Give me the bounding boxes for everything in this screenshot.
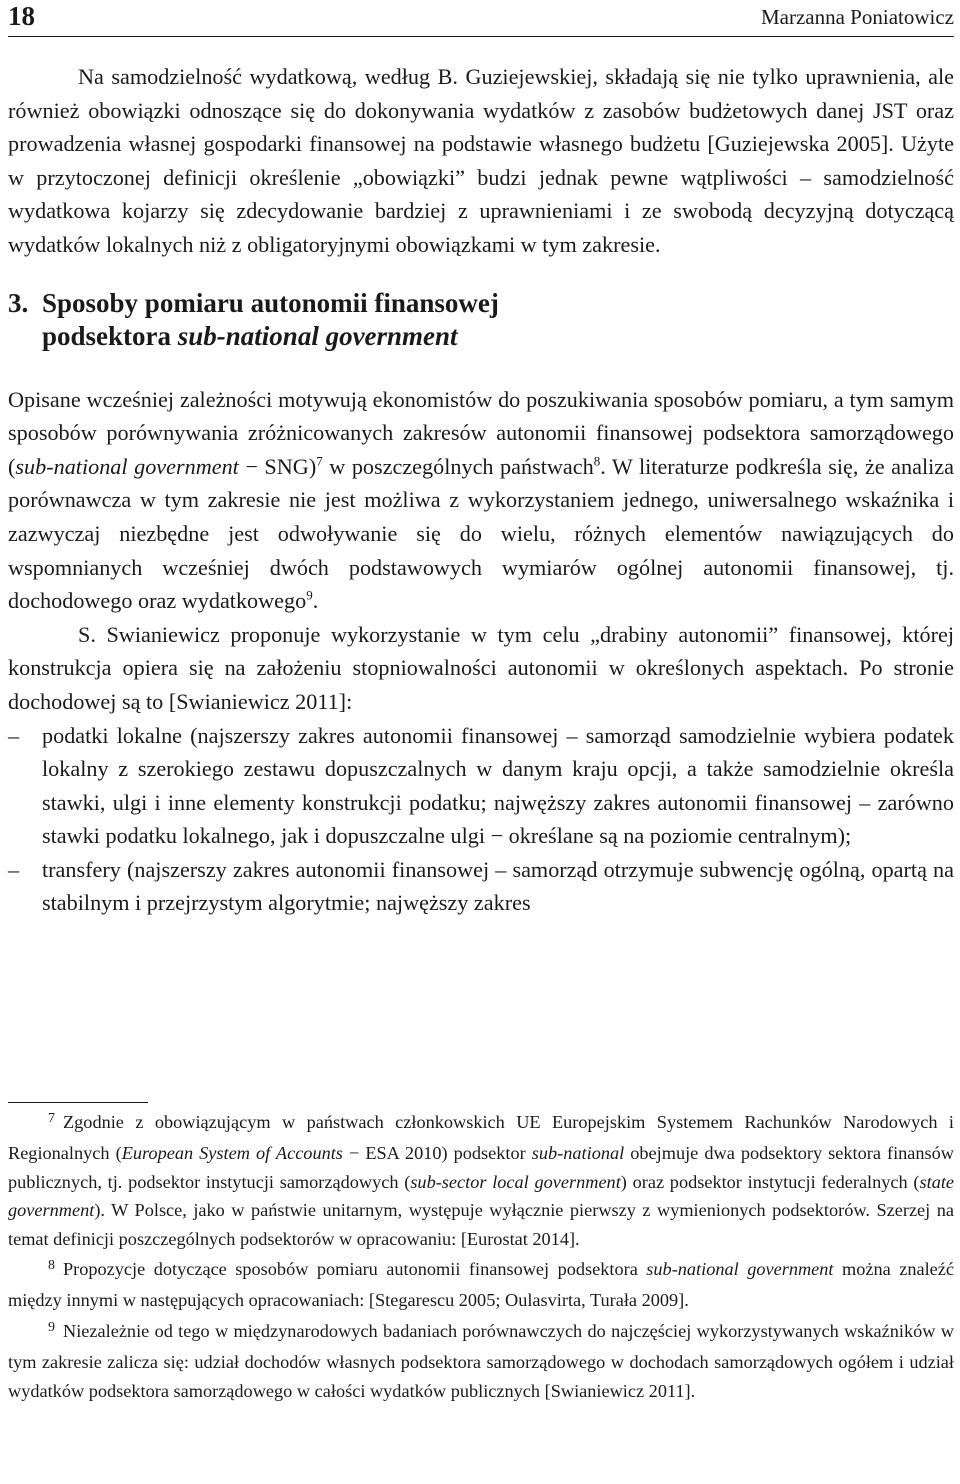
footnote-ref-8[interactable]: 8 — [593, 453, 601, 469]
text-run: − SNG) — [238, 453, 317, 479]
text-italic: sub-national government — [646, 1259, 834, 1280]
footnote-ref-9[interactable]: 9 — [306, 587, 313, 603]
text-italic: sub-national government — [15, 453, 239, 479]
text-run: Propozycje dotyczące sposobów pomiaru autonomii finansowej podsektora — [63, 1259, 647, 1280]
text-run: obejmuje dwa podsektory sektora finansów publicznych, tj. podsektor instytucji samorządowych ( — [8, 1143, 955, 1192]
section-title-line1: Sposoby pomiaru autonomii finansowej — [42, 287, 499, 318]
footnote-9 — [8, 1317, 954, 1405]
list-item — [8, 719, 954, 853]
text-run: w poszczególnych państwach — [322, 453, 594, 479]
text-italic: state government — [8, 1171, 955, 1221]
running-head-author: Marzanna Poniatowicz — [760, 5, 954, 29]
text-run: Zgodnie z obowiązującym w państwach członkowskich UE Europejskim Systemem Rachunków Narodowych i Regionalnych ( — [8, 1112, 954, 1164]
text-run: ). W Polsce, jako w państwie unitarnym, występuje wyłącznie pierwszy z wymienionych podsektorów. Szerzej na temat definicji poszczególnych podsektorów w opracowaniu: [Eurostat 2014]. — [8, 1200, 954, 1249]
text-run: . — [312, 588, 319, 614]
footnote-7 — [8, 1108, 954, 1253]
list-item-text: podatki lokalne (najszerszy zakres autonomii finansowej – samorząd samodzielnie wybiera podatek lokalny z szerokiego zestawu dopuszczalnych w danym kraju opcji, a także samodzielnie określa stawki, ulgi i inne elementy konstrukcji podatku; najwęższy zakres autonomii finansowej – zarówno stawki podatku lokalnego, jak i dopuszczalne ulgi − określane są na poziomie centralnym); — [42, 722, 954, 849]
page-number: 18 — [8, 1, 35, 31]
paragraph-ladder: S. Swianiewicz proponuje wykorzystanie w tym celu „drabiny autonomii” finansowej, której konstrukcja opiera się na założeniu stopniowalności autonomii w określonych aspektach. Po stronie dochodowej są to [Swianiewicz 2011]: — [8, 621, 954, 714]
text-italic: sub-sector local government — [410, 1171, 621, 1192]
list-dash: – — [8, 722, 20, 748]
footnote-ref-7[interactable]: 7 — [316, 453, 323, 469]
paragraph-measurement — [8, 383, 954, 618]
list-item — [8, 853, 954, 920]
section-number: 3. — [8, 287, 29, 318]
body-text — [8, 60, 954, 920]
revenue-list — [8, 719, 954, 921]
text-run: Opisane wcześniej zależności motywują ekonomistów do poszukiwania sposobów pomiaru, a tym samym sposobów porównywania zróżnicowanych zakresów autonomii finansowej podsektora samorządowego ( — [8, 386, 954, 479]
footnotes — [8, 1108, 954, 1407]
footnote-divider — [8, 1102, 148, 1103]
footnote-number: 9 — [48, 1319, 55, 1335]
page-header — [8, 0, 954, 37]
section-title-plain: podsektora — [42, 320, 178, 351]
section-title-italic: sub-national government — [177, 320, 458, 351]
text-italic: European System of Accounts — [121, 1143, 343, 1164]
footnote-number: 7 — [48, 1111, 55, 1126]
footnote-number: 8 — [48, 1258, 55, 1274]
list-dash: – — [8, 856, 20, 882]
text-run: . W literaturze podkreśla się, że analiza porównawcza w tym zakresie nie jest możliwa z wykorzystaniem jednego, uniwersalnego wskaźnika i zazwyczaj niezbędne jest odwoływanie się do wielu, różnych elementów nawiązujących do wspomnianych wcześniej dwóch podstawowych wymiarów ogólnej autonomii finansowej, tj. dochodowego oraz wydatkowego — [8, 453, 954, 614]
list-item-text: transfery (najszerszy zakres autonomii finansowej – samorząd otrzymuje subwencję ogólną, opartą na stabilnym i przejrzystym algorytmie; najwęższy zakres — [42, 856, 954, 916]
text-run: można znaleźć między innymi w następujących opracowaniach: [Stegarescu 2005; Oulasvirta, Turała 2009]. — [8, 1259, 954, 1311]
section-title-line2 — [8, 320, 954, 353]
text-run: − ESA 2010) podsektor — [342, 1143, 532, 1164]
section-heading — [8, 287, 954, 353]
text-run: ) oraz podsektor instytucji federalnych ( — [620, 1171, 920, 1192]
text-italic: sub-national — [531, 1143, 625, 1164]
intro-paragraph: Na samodzielność wydatkową, według B. Guziejewskiej, składają się nie tylko uprawnienia, ale również obowiązki odnoszące się do dokonywania wydatków z zasobów budżetowych danej JST oraz prowadzenia własnej gospodarki finansowej na podstawie własnego budżetu [Guziejewska 2005]. Użyte w przytoczonej definicji określenie „obowiązki” budzi jednak pewne wątpliwości – samodzielność wydatkowa kojarzy się zdecydowanie bardziej z uprawnieniami i ze swobodą decyzyjną dotyczącą wydatków lokalnych niż z obligatoryjnymi obowiązkami w tym zakresie. — [8, 64, 954, 257]
footnote-8 — [8, 1255, 954, 1315]
text-run: Niezależnie od tego w międzynarodowych badaniach porównawczych do najczęściej wykorzystywanych wskaźników w tym zakresie zalicza się: udział dochodów własnych podsektora samorządowego w dochodach samorządowych ogółem i udział wydatków podsektora samorządowego w całości wydatków publicznych [Swianiewicz 2011]. — [8, 1320, 954, 1401]
